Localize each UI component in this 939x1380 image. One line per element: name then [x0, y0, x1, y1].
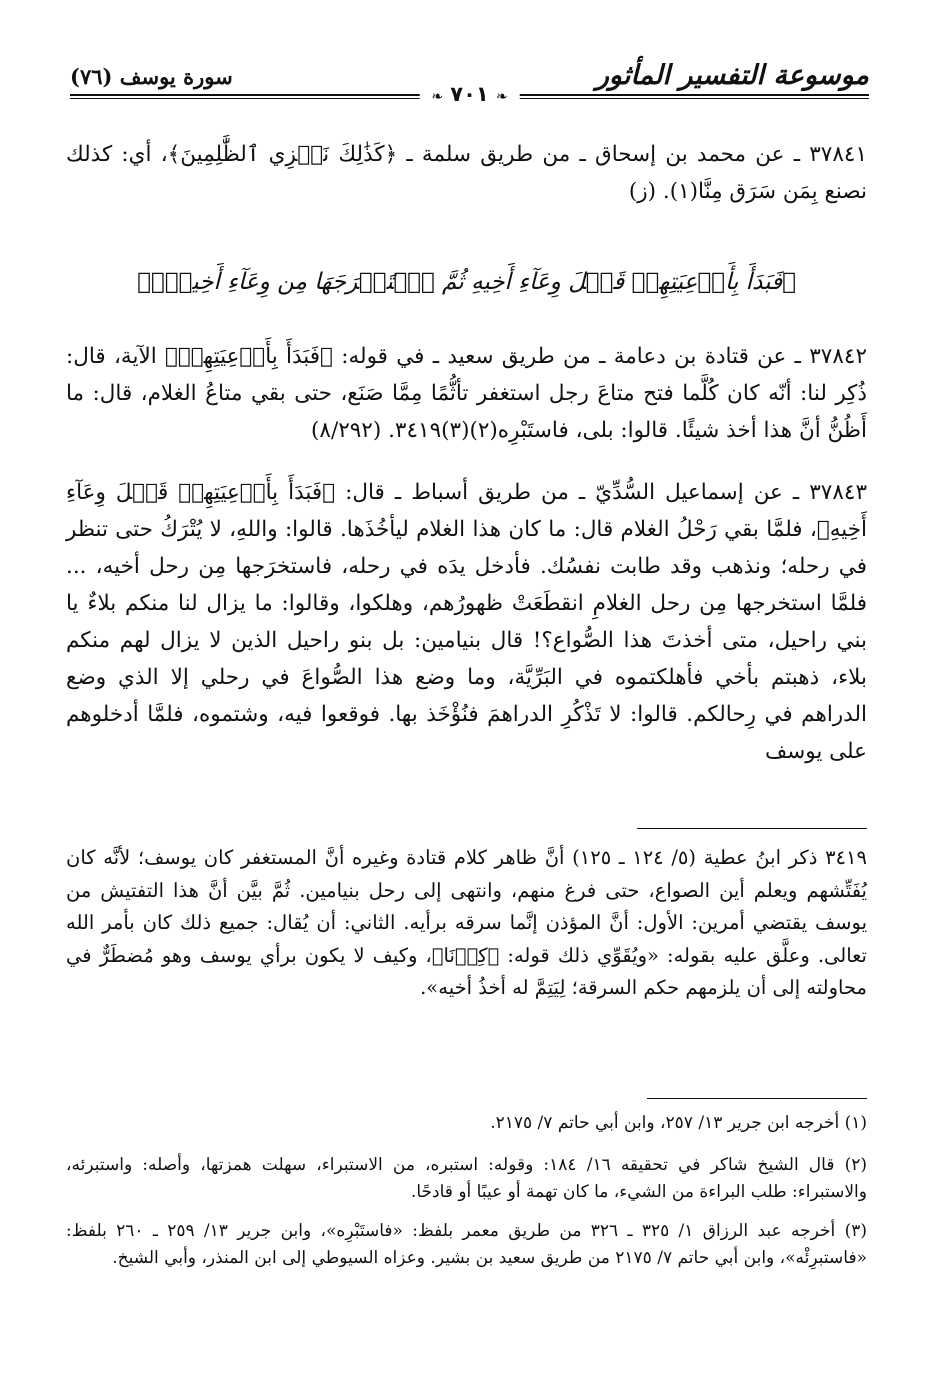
footnote-2: (٢) قال الشيخ شاكر في تحقيقه ١٦/ ١٨٤: وقوله: استبره، من الاستبراء، سهلت همزتها، وأصله: واستبرئه، والاستبراء: طلب البراءة من الشيء، ما كان تهمة أو عيبًا أو قادحًا. [66, 1155, 867, 1202]
commentary-note-3419: ٣٤١٩ ذكر ابنُ عطية (٥/ ١٢٤ ـ ١٢٥) أنَّ ظاهر كلام قتادة وغيره أنَّ المستغفر كان يوسف؛ لأنَّه كان يُفَتِّشهم ويعلم أين الصواع، حتى فرغ منهم، وانتهى إلى رحل بنيامين. ثُمَّ بيَّن أنَّ هذا التفتيش من يوسف يقتضي أمرين: الأول: أنَّ المؤذن إنَّما سرقه برأيه. الثاني: أن يُقال: جميع ذلك كان بأمر الله تعالى. وعلَّق عليه بقوله: «ويُقَوِّي ذلك قوله: ﴿كِدۡنَا﴾، وكيف لا يكون برأي يوسف وهو مُضطَرٌّ في محاولته إلى أن يلزمهم حكم السرقة؛ لِيَتِمَّ له أخذُ أخيه». [66, 846, 867, 999]
quran-verse: ﴿فَبَدَأَ بِأَوۡعِيَتِهِمۡ قَبۡلَ وِعَآءِ أَخِيهِ ثُمَّ ٱسۡتَخۡرَجَهَا مِن وِعَآءِ أَخِيهِۚ﴾ [137, 269, 796, 295]
page-header [70, 58, 869, 110]
ornament-icon: ❧ [496, 89, 508, 105]
footnote-3: (٣) أخرجه عبد الرزاق ١/ ٣٢٥ ـ ٣٢٦ من طريق معمر بلفظ: «فاستَبْرِه»، وابن جرير ١٣/ ٢٥٩ ـ ٢٦٠ بلفظ: «فاستبرِئْه»، وابن أبي حاتم ٧/ ٢١٧٥ من طريق سعيد بن بشير. وعزاه السيوطي إلى ابن المنذر، وأبي الشيخ. [66, 1221, 867, 1268]
note-separator [637, 828, 867, 829]
ornament-icon: ❧ [431, 89, 443, 105]
surah-label: سورة يوسف (٧٦) [70, 64, 233, 89]
footnote-separator [647, 1098, 867, 1099]
book-title: موسوعة التفسير المأثور [595, 60, 869, 91]
narration-37843: ٣٧٨٤٣ ـ عن إسماعيل السُّدِّيّ ـ من طريق أسباط ـ قال: ﴿فَبَدَأَ بِأَوۡعِيَتِهِمۡ قَبۡلَ وِعَآءِ أَخِيهِ﴾، فلمَّا بقي رَحْلُ الغلام قال: ما كان هذا الغلام ليأخُذَها. قالوا: واللهِ، لا يُتْرَكُ حتى تنظر في رحله؛ ونذهب وقد طابت نفسُك. فأدخل يدَه في رحله، فاستخرَجها مِن رحل أخيه، ... فلمَّا استخرجها مِن رحل الغلامِ انقطَعَتْ ظهورُهم، وهلكوا، وقالوا: ما يزال لنا منكم بلاءٌ يا بني راحيل، متى أخذتَ هذا الصُّواع؟! قال بنيامين: بل بنو راحيل الذين لا يزال لهم منكم بلاء، ذهبتم بأخي فأهلكتموه في البَرِّيَّة، وما وضع هذا الصُّواعَ في رحلي إلا الذي وضع الدراهم في رِحالكم. قالوا: لا تَذْكُرِ الدراهمَ فنُؤْخَذ بها. فوقعوا فيه، وشتموه، فلمَّا أدخلوهم على يوسف [66, 480, 867, 764]
footnote-1: (١) أخرجه ابن جرير ١٣/ ٢٥٧، وابن أبي حاتم ٧/ ٢١٧٥. [490, 1113, 867, 1133]
narration-37842: ٣٧٨٤٢ ـ عن قتادة بن دعامة ـ من طريق سعيد ـ في قوله: ﴿فَبَدَأَ بِأَوۡعِيَتِهِمۡ﴾ الآية، قال: ذُكِر لنا: أنّه كان كُلَّما فتح متاعَ رجل استغفر تأثُّمًا مِمَّا صَنَع، حتى بقي متاعُ الغلام، قال: ما أَظُنُّ أنَّ هذا أخذ شيئًا. قالوا: بلى، فاستَبْرِه(٢)(٣)٣٤١٩. (٨/٢٩٢) [66, 344, 867, 443]
narration-37841: ٣٧٨٤١ ـ عن محمد بن إسحاق ـ من طريق سلمة ـ ﴿كَذَٰلِكَ نَجۡزِي ٱلظَّٰلِمِينَ﴾، أي: كذلك نصنع بِمَن سَرَق مِنَّا(١). (ز) [66, 142, 867, 204]
page-number: ٧٠١ [450, 82, 489, 106]
page-number-box [419, 82, 520, 106]
